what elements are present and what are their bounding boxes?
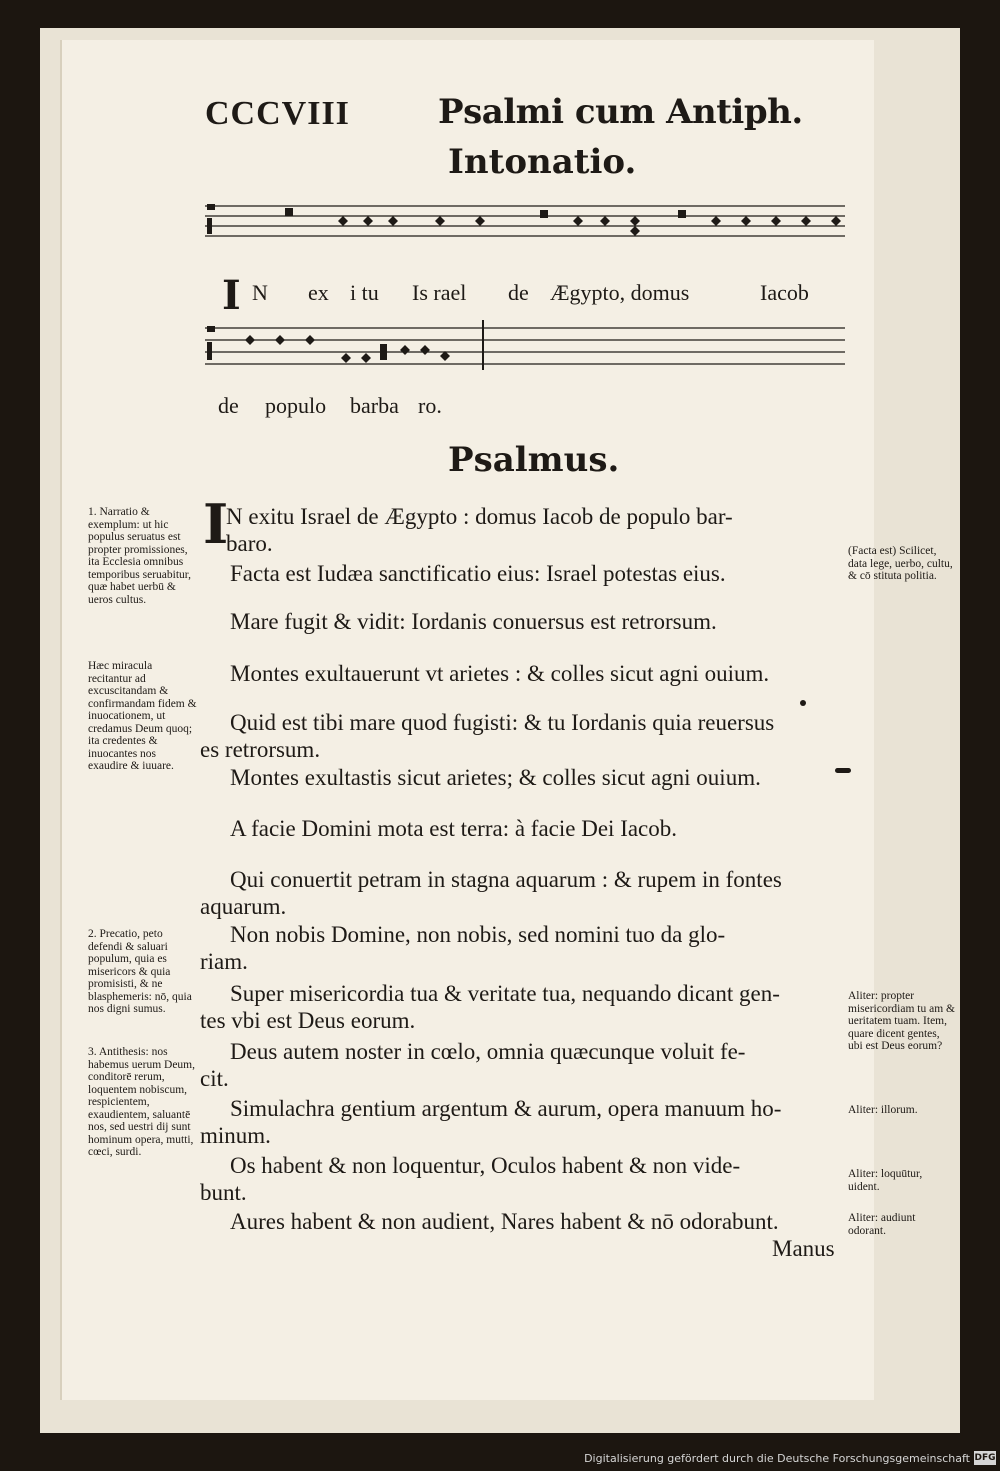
verse-12-line-1: Simulachra gentium argentum & aurum, opera manuum ho-	[230, 1096, 782, 1121]
ink-speck	[800, 700, 806, 706]
verse-11-line-1: Deus autem noster in cœlo, omnia quæcunque voluit fe-	[230, 1039, 746, 1064]
margin-note-left-3: 2. Precatio, peto defendi & saluari populum, quia es misericors & quia promisisti, & ne blasphemeris: nō, quia nos digni sumus.	[88, 928, 192, 1015]
verse-10	[200, 980, 845, 1034]
lyric-10: barba	[350, 393, 399, 418]
dfg-logo-icon: DFG	[974, 1453, 996, 1463]
chant-initial: I	[222, 272, 241, 319]
music-staff-1	[205, 200, 850, 240]
lyric-4: Is rael	[412, 280, 467, 305]
footer-credit: Digitalisierung gefördert durch die Deutsche Forschungsgemeinschaft	[584, 1452, 970, 1465]
verse-5	[200, 709, 845, 763]
verse-13-line-2: bunt.	[200, 1180, 247, 1205]
verse-4	[200, 660, 845, 687]
margin-note-right-2: Aliter: propter misericordiam tu am & ueritatem tuam. Item, quare dicent gentes, ubi est Deus eorum?	[848, 990, 955, 1052]
margin-note-right-3: Aliter: illorum.	[848, 1104, 918, 1116]
verse-8-line-2: aquarum.	[200, 894, 287, 919]
verse-9	[200, 921, 845, 975]
catchword: Manus	[772, 1236, 835, 1261]
verse-14	[200, 1208, 845, 1235]
verse-1	[226, 503, 846, 557]
verse-12	[200, 1095, 845, 1149]
verse-11	[200, 1038, 845, 1092]
verse-10-line-1: Super misericordia tua & veritate tua, nequando dicant gen-	[230, 981, 780, 1006]
lyric-11: ro.	[418, 393, 442, 418]
margin-note-right-4: Aliter: loquūtur, uident.	[848, 1168, 923, 1193]
lyric-9: populo	[265, 393, 327, 418]
verse-8	[200, 866, 845, 920]
margin-note-left-4: 3. Antithesis: nos habemus uerum Deum, conditorē rerum, loquentem nobiscum, respicientem, exaudientem, saluantē nos, sed uestri dij sunt hominum opera, mutti, cœci, surdi.	[88, 1046, 195, 1158]
lyric-3: i tu	[350, 280, 379, 305]
verse-6	[200, 764, 845, 791]
verse-13	[200, 1152, 845, 1206]
verse-5-line-1: Quid est tibi mare quod fugisti: & tu Iordanis quia reuersus	[230, 710, 775, 735]
verse-11-line-2: cit.	[200, 1066, 229, 1091]
folio-number: CCCVIII	[205, 95, 350, 132]
verse-3-line-1: Mare fugit & vidit: Iordanis conuersus est retrorsum.	[230, 609, 717, 634]
verse-14-line-1: Aures habent & non audient, Nares habent & nō odorabunt.	[230, 1209, 779, 1234]
verse-9-line-1: Non nobis Domine, non nobis, sed nomini tuo da glo-	[230, 922, 726, 947]
ink-speck	[835, 768, 851, 773]
verse-9-line-2: riam.	[200, 949, 248, 974]
verse-12-line-2: minum.	[200, 1123, 271, 1148]
verse-4-line-1: Montes exultauerunt vt arietes : & colles sicut agni ouium.	[230, 661, 770, 686]
verse-8-line-1: Qui conuertit petram in stagna aquarum : & rupem in fontes	[230, 867, 782, 892]
lyric-1: N	[252, 280, 268, 305]
verse-7	[200, 815, 845, 842]
verse-10-line-2: tes vbi est Deus eorum.	[200, 1008, 416, 1033]
verse-1-line-1: N exitu Israel de Ægypto : domus Iacob de populo bar-	[226, 504, 733, 529]
verse-13-line-1: Os habent & non loquentur, Oculos habent & non vide-	[230, 1153, 741, 1178]
running-title: Psalmi cum Antiph.	[438, 92, 803, 132]
section-title: Intonatio.	[448, 142, 637, 182]
verse-7-line-1: A facie Domini mota est terra: à facie Dei Iacob.	[230, 816, 678, 841]
lyric-6: Ægypto, domus	[550, 280, 690, 305]
margin-note-right-5: Aliter: audiunt odorant.	[848, 1212, 916, 1237]
music-staff-2	[205, 320, 850, 370]
verse-2-line-1: Facta est Iudæa sanctificatio eius: Israel potestas eius.	[230, 561, 726, 586]
psalm-initial: I	[203, 492, 229, 556]
verse-6-line-1: Montes exultastis sicut arietes; & colles sicut agni ouium.	[230, 765, 761, 790]
verse-1-line-2: baro.	[226, 531, 273, 556]
verse-3	[200, 608, 845, 635]
margin-note-left-1: 1. Narratio & exemplum: ut hic populus seruatus est propter promissiones, ita Ecclesia omnibus temporibus seruabitur, quæ habet uerbū & ueros cultus.	[88, 506, 192, 606]
psalm-heading: Psalmus.	[448, 440, 620, 480]
verse-5-line-2: es retrorsum.	[200, 737, 321, 762]
lyric-8: de	[218, 393, 239, 418]
lyric-2: ex	[308, 280, 329, 305]
margin-note-left-2: Hæc miracula recitantur ad excuscitandam & confirmandam fidem & inuocationem, ut credamus Deum quoq; ita credentes & inuocantes nos exaudire & iuuare.	[88, 660, 197, 772]
margin-note-right-1: (Facta est) Scilicet, data lege, uerbo, cultu, & cō stituta politia.	[848, 545, 953, 582]
verse-2	[200, 560, 845, 587]
lyric-5: de	[508, 280, 529, 305]
lyric-7: Iacob	[760, 280, 809, 305]
